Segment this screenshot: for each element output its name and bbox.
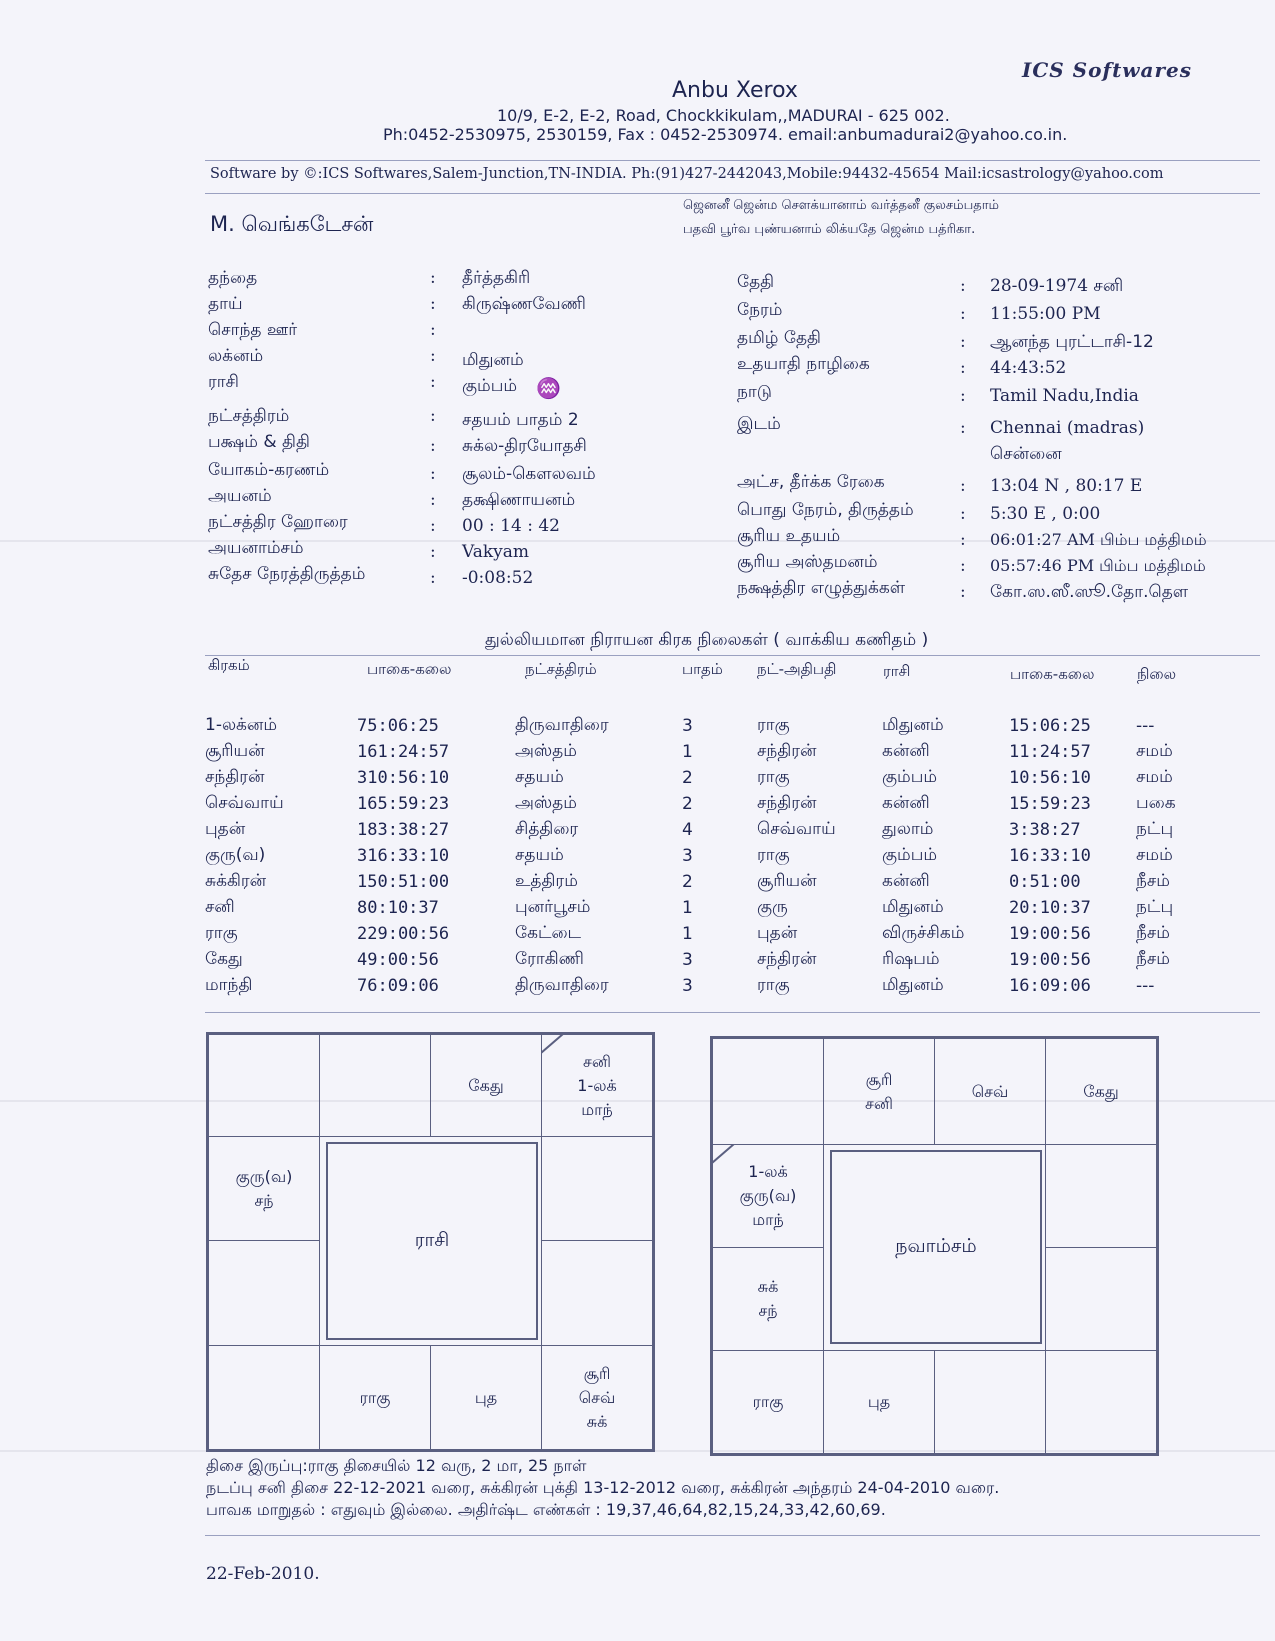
table-cell: 19:00:56 xyxy=(1009,950,1091,970)
table-cell: 3 xyxy=(682,716,693,736)
detail-label: நட்சத்திரம் xyxy=(208,406,290,426)
detail-label: பக்ஷம் & திதி xyxy=(208,432,310,452)
navamsa-center-title: நவாம்சம் xyxy=(830,1150,1042,1344)
table-cell: நீசம் xyxy=(1136,923,1170,943)
rasi-cell xyxy=(541,1240,653,1346)
software-credit: Software by ©:ICS Softwares,Salem-Junction,TN-INDIA. Ph:(91)427-2442043,Mobile:94432-45654 Mail:icsastrology@yahoo.com xyxy=(210,166,1164,182)
detail-value: கிருஷ்ணவேணி xyxy=(462,294,586,314)
detail-value: தீர்த்தகிரி xyxy=(462,268,531,288)
table-cell: சந்திரன் xyxy=(757,793,817,813)
table-cell: 0:51:00 xyxy=(1009,872,1081,892)
table-cell: சதயம் xyxy=(515,767,564,787)
rasi-cell xyxy=(541,1345,653,1450)
table-cell: 16:09:06 xyxy=(1009,976,1091,996)
rasi-cell xyxy=(430,1345,542,1450)
table-cell: புனர்பூசம் xyxy=(515,897,591,917)
table-cell: சமம் xyxy=(1136,845,1173,865)
planet-abbrev: செவ் xyxy=(971,1081,1009,1101)
table-cell: 2 xyxy=(682,872,693,892)
table-cell: கன்னி xyxy=(882,741,930,761)
table-cell: 3:38:27 xyxy=(1009,820,1081,840)
detail-label: சொந்த ஊர் xyxy=(208,320,298,340)
table-cell: குரு(வ) xyxy=(205,845,266,865)
table-cell: 183:38:27 xyxy=(357,820,450,840)
table-row xyxy=(205,921,1206,947)
detail-label: உதயாதி நாழிகை xyxy=(737,354,870,374)
planet-abbrev: மாந் xyxy=(581,1099,613,1119)
detail-value: சென்னை xyxy=(990,444,1062,464)
detail-value: 13:04 N , 80:17 E xyxy=(990,476,1143,496)
detail-value: சதயம் பாதம் 2 xyxy=(462,410,579,430)
navamsa-cell xyxy=(934,1038,1046,1145)
col-header: நிலை xyxy=(1137,665,1177,683)
planet-abbrev: சுக் xyxy=(757,1277,779,1296)
planet-abbrev: 1-லக் xyxy=(577,1075,617,1095)
detail-label: தமிழ் தேதி xyxy=(737,328,821,348)
detail-value: Tamil Nadu,India xyxy=(990,386,1139,406)
navamsa-cell xyxy=(1045,1038,1157,1145)
aquarius-symbol-icon: ♒ xyxy=(536,376,561,400)
planet-abbrev: சூரி xyxy=(583,1363,611,1383)
navamsa-cell xyxy=(1045,1350,1157,1454)
current-dasa: நடப்பு சனி திசை 22-12-2021 வரை, சுக்கிரன் புக்தி 13-12-2012 வரை, சுக்கிரன் அந்தரம் 24-04-2010 வரை. xyxy=(206,1478,1000,1497)
table-cell: --- xyxy=(1136,716,1155,736)
table-cell: 229:00:56 xyxy=(357,924,450,944)
detail-label: பொது நேரம், திருத்தம் xyxy=(737,500,914,520)
table-cell: 49:00:56 xyxy=(357,950,439,970)
rasi-chart xyxy=(206,1032,655,1452)
table-row xyxy=(205,765,1206,791)
detail-label: அட்ச, தீர்க்க ரேகை xyxy=(737,472,885,492)
header-divider xyxy=(205,160,1260,161)
detail-label: தேதி xyxy=(737,272,775,292)
detail-value: சுக்ல-திரயோதசி xyxy=(462,436,587,456)
planet-abbrev: சந் xyxy=(758,1301,778,1320)
shop-name: Anbu Xerox xyxy=(672,78,798,103)
planet-abbrev: கேது xyxy=(468,1075,504,1095)
brand-logo: ICS Softwares xyxy=(1022,58,1193,82)
table-cell: 75:06:25 xyxy=(357,716,439,736)
table-row xyxy=(205,817,1206,843)
table-cell: 310:56:10 xyxy=(357,768,450,788)
detail-label: நட்சத்திர ஹோரை xyxy=(208,512,348,532)
table-cell: 15:59:23 xyxy=(1009,794,1091,814)
table-cell: 16:33:10 xyxy=(1009,846,1091,866)
table-row xyxy=(205,895,1206,921)
table-cell: 1 xyxy=(682,898,693,918)
navamsa-cell xyxy=(1045,1247,1157,1351)
table-cell: சந்திரன் xyxy=(757,741,817,761)
table-title-divider xyxy=(205,655,1260,656)
table-cell: 1-லக்னம் xyxy=(205,715,278,735)
table-cell: 76:09:06 xyxy=(357,976,439,996)
shop-address: 10/9, E-2, E-2, Road, Chockkikulam,,MADURAI - 625 002. xyxy=(497,106,950,125)
table-cell: திருவாதிரை xyxy=(515,975,609,995)
detail-value: தக்ஷிணாயனம் xyxy=(462,490,576,510)
table-row xyxy=(205,843,1206,869)
col-header: நட்-அதிபதி xyxy=(757,660,837,678)
table-cell: 316:33:10 xyxy=(357,846,450,866)
table-cell: புதன் xyxy=(205,819,246,839)
detail-label: அயனம் xyxy=(208,486,272,506)
table-cell: நட்பு xyxy=(1136,819,1174,839)
planet-abbrev: புத xyxy=(867,1392,891,1411)
table-cell: மாந்தி xyxy=(205,975,253,995)
table-cell: திருவாதிரை xyxy=(515,715,609,735)
detail-value: Vakyam xyxy=(462,542,530,562)
table-cell: நீசம் xyxy=(1136,949,1170,969)
detail-label: இடம் xyxy=(737,414,781,434)
table-cell: 20:10:37 xyxy=(1009,898,1091,918)
table-cell: சித்திரை xyxy=(515,819,579,839)
table-row xyxy=(205,791,1206,817)
table-cell: சதயம் xyxy=(515,845,564,865)
table-cell: ராகு xyxy=(757,767,790,787)
table-cell: சூரியன் xyxy=(757,871,817,891)
table-cell: 3 xyxy=(682,950,693,970)
table-row xyxy=(205,947,1206,973)
lucky-numbers: பாவக மாறுதல் : எதுவும் இல்லை. அதிர்ஷ்ட எண்கள் : 19,37,46,64,82,15,24,33,42,60,69. xyxy=(206,1500,886,1519)
table-row xyxy=(205,713,1206,739)
detail-value: Chennai (madras) xyxy=(990,418,1145,438)
table-cell: ரோகிணி xyxy=(515,949,584,969)
credit-divider xyxy=(205,193,1260,194)
navamsa-cell xyxy=(823,1038,935,1145)
table-bottom-divider xyxy=(205,1012,1260,1013)
print-date: 22-Feb-2010. xyxy=(206,1564,320,1584)
table-cell: சந்திரன் xyxy=(757,949,817,969)
detail-value: 06:01:27 AM பிம்ப மத்திமம் xyxy=(990,530,1207,549)
table-cell: அஸ்தம் xyxy=(515,793,577,813)
detail-value: சூலம்-கௌலவம் xyxy=(462,464,596,484)
rasi-cell xyxy=(319,1034,431,1137)
rasi-cell xyxy=(430,1034,542,1137)
planet-abbrev: புத xyxy=(474,1387,498,1407)
rasi-cell xyxy=(208,1034,320,1137)
planet-abbrev: சந் xyxy=(254,1190,274,1210)
rasi-cell xyxy=(541,1136,653,1241)
table-cell: கன்னி xyxy=(882,871,930,891)
detail-label: நேரம் xyxy=(737,300,783,320)
detail-value: -0:08:52 xyxy=(462,568,534,588)
table-cell: மிதுனம் xyxy=(882,897,944,917)
col-header: ராசி xyxy=(883,662,911,680)
table-cell: குரு xyxy=(757,897,788,917)
table-cell: நட்பு xyxy=(1136,897,1174,917)
table-cell: சுக்கிரன் xyxy=(205,871,267,891)
detail-value: ஆனந்த புரட்டாசி-12 xyxy=(990,332,1154,352)
planet-abbrev: சூரி xyxy=(865,1069,893,1089)
table-row xyxy=(205,973,1206,999)
person-name: M. வெங்கடேசன் xyxy=(210,212,374,236)
table-cell: 10:56:10 xyxy=(1009,768,1091,788)
planet-table xyxy=(205,713,1206,999)
lagna-mark-icon xyxy=(541,1034,567,1054)
detail-value: கும்பம் xyxy=(462,376,518,396)
table-cell: 3 xyxy=(682,976,693,996)
table-cell: 11:24:57 xyxy=(1009,742,1091,762)
table-cell: ராகு xyxy=(757,715,790,735)
table-cell: 80:10:37 xyxy=(357,898,439,918)
navamsa-chart xyxy=(710,1036,1159,1456)
detail-value: 5:30 E , 0:00 xyxy=(990,504,1101,524)
table-title: துல்லியமான நிராயன கிரக நிலைகள் ( வாக்கிய கணிதம் ) xyxy=(485,630,929,650)
detail-label: சுதேச நேரத்திருத்தம் xyxy=(208,564,366,584)
rasi-cell xyxy=(208,1240,320,1346)
table-cell: மிதுனம் xyxy=(882,975,944,995)
table-cell: 2 xyxy=(682,768,693,788)
detail-label: தாய் xyxy=(208,294,243,314)
table-cell: 1 xyxy=(682,742,693,762)
table-cell: 3 xyxy=(682,846,693,866)
table-cell: 161:24:57 xyxy=(357,742,450,762)
table-row xyxy=(205,869,1206,895)
planet-abbrev: குரு(வ) xyxy=(739,1186,797,1205)
planet-abbrev: செவ் xyxy=(578,1387,616,1407)
table-cell: செவ்வாய் xyxy=(757,819,836,839)
table-cell: 150:51:00 xyxy=(357,872,450,892)
navamsa-cell xyxy=(823,1350,935,1454)
planet-abbrev: ராகு xyxy=(752,1392,784,1411)
detail-value: 05:57:46 PM பிம்ப மத்திமம் xyxy=(990,556,1206,575)
table-cell: உத்திரம் xyxy=(515,871,578,891)
table-cell: --- xyxy=(1136,976,1155,996)
detail-label: நாடு xyxy=(737,382,772,402)
planet-abbrev: சுக் xyxy=(586,1411,608,1431)
detail-label: ராசி xyxy=(208,372,239,392)
table-cell: கும்பம் xyxy=(882,767,938,787)
detail-label: சூரிய அஸ்தமனம் xyxy=(737,552,878,572)
detail-label: அயனாம்சம் xyxy=(208,538,304,558)
table-cell: 2 xyxy=(682,794,693,814)
table-cell: 4 xyxy=(682,820,693,840)
rasi-cell xyxy=(319,1345,431,1450)
table-cell: 165:59:23 xyxy=(357,794,450,814)
detail-value: 00 : 14 : 42 xyxy=(462,516,560,536)
table-cell: சூரியன் xyxy=(205,741,265,761)
table-cell: செவ்வாய் xyxy=(205,793,284,813)
navamsa-cell xyxy=(1045,1144,1157,1248)
detail-value: 11:55:00 PM xyxy=(990,304,1101,324)
table-cell: சனி xyxy=(205,897,235,917)
table-cell: அஸ்தம் xyxy=(515,741,577,761)
dasa-balance: திசை இருப்பு:ராகு திசையில் 12 வரு, 2 மா, 25 நாள் xyxy=(206,1456,587,1475)
table-cell: கும்பம் xyxy=(882,845,938,865)
table-cell: சமம் xyxy=(1136,767,1173,787)
planet-abbrev: குரு(வ) xyxy=(235,1166,293,1186)
col-header: பாதம் xyxy=(682,660,723,678)
table-cell: ராகு xyxy=(757,975,790,995)
detail-label: லக்னம் xyxy=(208,346,264,366)
detail-value: 28-09-1974 சனி xyxy=(990,276,1124,296)
col-header: கிரகம் xyxy=(208,656,250,674)
table-row xyxy=(205,739,1206,765)
planet-abbrev: மாந் xyxy=(752,1210,784,1229)
verse-line-1: ஜெனனீ ஜென்ம சௌக்யானாம் வர்த்தனீ குலசம்பதாம் xyxy=(683,198,999,213)
planet-abbrev: சனி xyxy=(583,1051,611,1071)
table-cell: ராகு xyxy=(757,845,790,865)
table-cell: 1 xyxy=(682,924,693,944)
detail-label: யோகம்-கரணம் xyxy=(208,460,330,480)
table-cell: சந்திரன் xyxy=(205,767,265,787)
col-header: பாகை-கலை xyxy=(367,660,452,678)
table-cell: கேட்டை xyxy=(515,923,582,943)
table-cell: ரிஷபம் xyxy=(882,949,940,969)
planet-abbrev: ராகு xyxy=(359,1387,391,1407)
footer-divider xyxy=(205,1535,1260,1536)
planet-abbrev: சனி xyxy=(865,1093,893,1113)
planet-abbrev: 1-லக் xyxy=(748,1162,788,1181)
detail-value: மிதுனம் xyxy=(462,350,524,370)
table-cell: கன்னி xyxy=(882,793,930,813)
table-cell: விருச்சிகம் xyxy=(882,923,965,943)
table-cell: மிதுனம் xyxy=(882,715,944,735)
detail-label: சூரிய உதயம் xyxy=(737,526,841,546)
navamsa-cell xyxy=(934,1350,1046,1454)
detail-value: 44:43:52 xyxy=(990,358,1067,378)
table-cell: சமம் xyxy=(1136,741,1173,761)
navamsa-cell xyxy=(712,1038,824,1145)
col-header: பாகை-கலை xyxy=(1010,665,1095,683)
lagna-mark-icon xyxy=(712,1144,738,1164)
table-cell: 15:06:25 xyxy=(1009,716,1091,736)
detail-label: நக்ஷத்திர எழுத்துக்கள் xyxy=(737,578,906,598)
navamsa-cell xyxy=(712,1247,824,1351)
table-cell: ராகு xyxy=(205,923,238,943)
rasi-cell xyxy=(208,1136,320,1241)
verse-line-2: பதவி பூர்வ புண்யனாம் லிக்யதே ஜென்ம பத்ரிகா. xyxy=(683,222,976,237)
col-header: நட்சத்திரம் xyxy=(525,660,597,678)
planet-abbrev: கேது xyxy=(1083,1081,1119,1101)
table-cell: கேது xyxy=(205,949,243,969)
detail-label: தந்தை xyxy=(208,268,258,288)
navamsa-cell xyxy=(712,1350,824,1454)
table-cell: துலாம் xyxy=(882,819,934,839)
detail-value: கோ.ஸ.ஸீ.ஸூ.தோ.தெள xyxy=(990,582,1189,602)
table-cell: புதன் xyxy=(757,923,798,943)
table-cell: நீசம் xyxy=(1136,871,1170,891)
table-cell: பகை xyxy=(1136,793,1176,813)
rasi-center-title: ராசி xyxy=(326,1142,538,1340)
shop-contact: Ph:0452-2530975, 2530159, Fax : 0452-2530974. email:anbumadurai2@yahoo.co.in. xyxy=(383,125,1068,144)
rasi-cell xyxy=(208,1345,320,1450)
table-cell: 19:00:56 xyxy=(1009,924,1091,944)
